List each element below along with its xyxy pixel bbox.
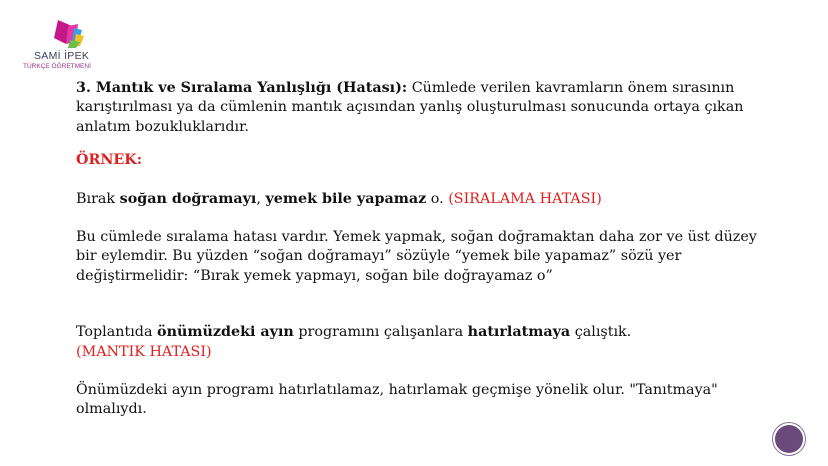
example2-explanation: Önümüzdeki ayın programı hatırlatılamaz, hatırlamak geçmişe yönelik olur. "Tanıtmaya" olmalıydı. <box>76 382 718 418</box>
text: o. <box>426 190 449 207</box>
bold-text: önümüzdeki ayın <box>157 324 294 341</box>
logo-subtitle: TÜRKÇE ÖĞRETMENİ <box>23 63 91 70</box>
logo-books-icon <box>50 18 86 48</box>
error-tag: (SIRALAMA HATASI) <box>448 190 602 207</box>
bold-text: hatırlatmaya <box>467 324 571 341</box>
text: Bırak <box>76 190 120 207</box>
bold-text: yemek bile yapamaz <box>265 190 427 207</box>
bold-text: soğan doğramayı <box>119 190 257 207</box>
section-heading: 3. Mantık ve Sıralama Yanlışlığı (Hatası): <box>76 80 408 96</box>
text: programını çalışanlara <box>293 324 468 341</box>
text: , <box>256 190 266 207</box>
slide-nav-button[interactable] <box>775 425 803 453</box>
example-label <box>76 151 776 170</box>
example2-sentence <box>76 323 776 342</box>
logo-name: SAMİ İPEK <box>34 50 90 62</box>
example-label-text: ÖRNEK: <box>76 152 143 169</box>
definition-text: Cümlede verilen kavramların önem sırasının karıştırılması ya da cümlenin mantık açısından yanlış oluşturulması sonucunda ortaya çıkan anlatım bozukluklarıdır. <box>76 80 744 135</box>
definition-paragraph <box>76 79 776 137</box>
text: Toplantıda <box>76 324 158 341</box>
logo <box>20 14 110 74</box>
example1-sentence <box>76 190 776 209</box>
text: çalıştık. <box>570 324 632 341</box>
slide-content <box>76 79 776 420</box>
error-tag: (MANTIK HATASI) <box>76 343 212 360</box>
example1-explanation: Bu cümlede sıralama hatası vardır. Yemek yapmak, soğan doğramaktan daha zor ve üst düzey bir eylemdir. Bu yüzden “soğan doğramayı” sözüyle “yemek bile yapamaz” sözü yer değiştirmelidir: “Bırak yemek yapmayı, soğan bile doğrayamaz o” <box>76 229 757 284</box>
